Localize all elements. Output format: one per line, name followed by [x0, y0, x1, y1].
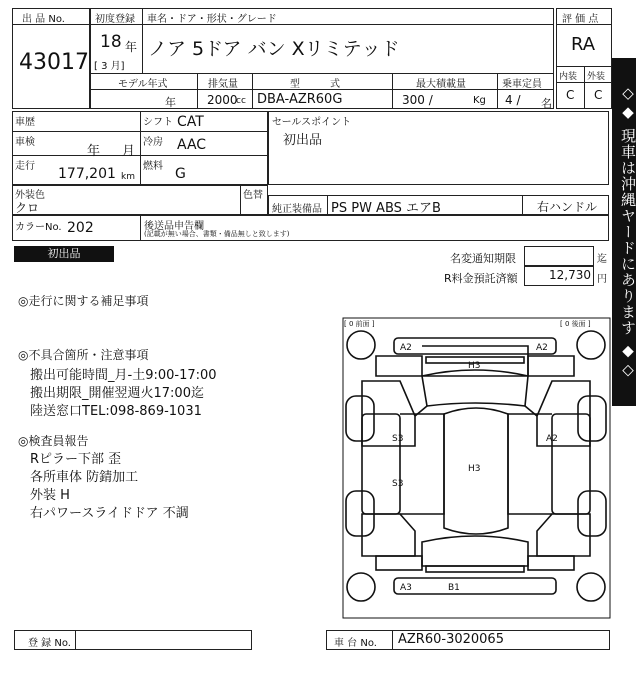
- lot-no-label: 出 品 No.: [22, 14, 65, 25]
- mark-front-right: A2: [536, 343, 548, 353]
- displacement-value: 2000: [207, 93, 238, 107]
- chassis-number: AZR60-3020065: [398, 632, 504, 647]
- name-change-unit: 迄: [597, 254, 607, 265]
- mark-roof: H3: [468, 361, 481, 371]
- car-name: ノア 5ドア バン Xリミテッド: [148, 38, 400, 60]
- interior-grade: C: [566, 88, 575, 102]
- mileage-label: 走行: [15, 161, 35, 172]
- mark-left-lower: S3: [392, 479, 404, 489]
- recycle-unit: 円: [597, 274, 607, 285]
- defect-line-3: 陸送窓口TEL:098-869-1031: [30, 404, 202, 419]
- fuel-label: 燃料: [143, 161, 163, 172]
- mileage-value: 177,201: [58, 166, 116, 182]
- history-label: 車歴: [15, 117, 35, 128]
- name-change-field: [524, 246, 594, 266]
- recolor-label: 色替: [243, 190, 263, 201]
- mark-left-upper: S3: [392, 434, 404, 444]
- exterior-grade: C: [594, 88, 603, 102]
- ac-value: AAC: [177, 137, 207, 153]
- type-value: DBA-AZR60G: [257, 92, 343, 107]
- max-load-value: 300 /: [402, 93, 433, 107]
- mark-right-upper: A2: [546, 434, 558, 444]
- capacity-label: 乗車定員: [502, 79, 542, 90]
- capacity-value: 4 /: [505, 93, 521, 107]
- chassis-label: 車 台 No.: [334, 638, 377, 649]
- sales-point-value: 初出品: [283, 133, 323, 148]
- mark-rear-center: B1: [448, 583, 460, 593]
- color-no-label: カラーNo.: [15, 222, 62, 233]
- car-name-label: 車名・ドア・形状・グレード: [147, 14, 277, 25]
- exterior-color-value: クロ: [15, 201, 40, 215]
- inspection-label: 車検: [15, 137, 35, 148]
- grade-value: RA: [571, 34, 596, 55]
- inspector-line-3: 外装 H: [30, 488, 70, 503]
- color-no-value: 202: [67, 220, 94, 236]
- inspector-line-1: Rピラー下部 歪: [30, 452, 122, 467]
- displacement-label: 排気量: [208, 79, 238, 90]
- capacity-unit: 名: [541, 97, 552, 110]
- first-reg-year: 18: [100, 32, 122, 52]
- model-year-unit: 年: [165, 96, 176, 109]
- ac-label: 冷房: [143, 137, 163, 148]
- max-load-unit: Kg: [473, 95, 486, 106]
- vehicle-damage-diagram: [340, 316, 612, 622]
- inspector-line-4: 右パワースライドドア 不調: [30, 506, 189, 521]
- equipment-label: 純正装備品: [272, 204, 322, 215]
- type-label: 型 式: [290, 79, 340, 90]
- recycle-amount: 12,730: [549, 268, 591, 282]
- fuel-value: G: [175, 166, 186, 182]
- model-year-label: モデル年式: [118, 79, 168, 90]
- first-reg-year-unit: 年: [125, 40, 138, 54]
- first-listing-badge: 初出品: [14, 246, 114, 262]
- lot-number: 43017: [19, 50, 89, 75]
- okinawa-yard-banner: ◇◆ 現車は沖縄ヤードにあります ◆◇: [612, 58, 636, 406]
- inspection-month: 月: [122, 144, 136, 159]
- mileage-unit: km: [121, 172, 135, 182]
- first-reg-month: [ 3 月]: [94, 61, 125, 72]
- mark-rear-left: A3: [400, 583, 412, 593]
- exterior-label: 外装: [587, 72, 606, 82]
- steering-value: 右ハンドル: [537, 200, 598, 214]
- defect-line-2: 搬出期限_開催翌週火17:00迄: [30, 386, 204, 401]
- color-box: [12, 185, 268, 215]
- inspection-year: 年: [87, 144, 101, 159]
- defect-line-1: 搬出可能時間_月-土9:00-17:00: [30, 368, 217, 383]
- inspector-title: ◎検査員報告: [18, 434, 89, 448]
- aftermarket-note: (記載が無い場合、書類・備品無しと致します): [144, 230, 290, 238]
- mark-hood: H3: [468, 464, 481, 474]
- diagram-top-label: [ 0 前面 ]: [344, 320, 375, 328]
- shift-label: シフト: [143, 117, 173, 128]
- reg-no-label: 登 録 No.: [28, 638, 71, 649]
- shift-value: CAT: [177, 114, 204, 130]
- driving-notes-title: ◎走行に関する補足事項: [18, 294, 149, 308]
- diagram-bottom-label: [ 0 後面 ]: [560, 320, 591, 328]
- color-no-box: [12, 215, 609, 241]
- interior-label: 内装: [559, 72, 578, 82]
- recycle-label: R料金預託済額: [444, 272, 518, 285]
- inspector-line-2: 各所車体 防錆加工: [30, 470, 139, 485]
- max-load-label: 最大積載量: [416, 79, 466, 90]
- first-reg-label: 初度登録: [95, 14, 135, 25]
- name-change-label: 名変通知期限: [450, 252, 516, 265]
- aftermarket-label: 後送品申告欄: [144, 221, 204, 232]
- defects-title: ◎不具合箇所・注意事項: [18, 348, 149, 362]
- grade-label: 評 価 点: [562, 14, 599, 25]
- equipment-value: PS PW ABS エアB: [331, 201, 441, 216]
- displacement-unit: cc: [236, 96, 246, 106]
- mark-front-left: A2: [400, 343, 412, 353]
- exterior-color-label: 外装色: [15, 190, 45, 201]
- sales-point-label: セールスポイント: [272, 117, 352, 128]
